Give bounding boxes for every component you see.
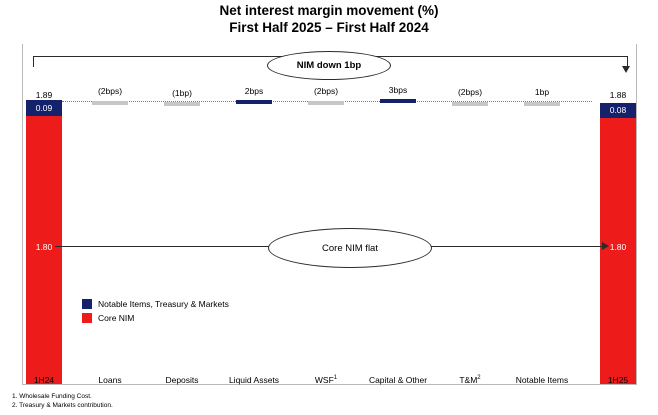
- axis-label-wsf-footnote-marker: 1: [333, 375, 338, 382]
- axis-label-tm: [430, 375, 510, 385]
- step-bar-liquid-assets: [236, 100, 272, 104]
- legend-swatch-navy-icon: [82, 299, 92, 309]
- axis-label-tm-footnote-marker: 2: [477, 375, 481, 382]
- axis-label-wsf-text: WSF: [314, 375, 334, 385]
- chart-title-line1: Net interest margin movement (%): [219, 3, 439, 18]
- axis-label-deposits: Deposits: [165, 375, 199, 385]
- step-bar-notable-items: [524, 102, 560, 106]
- bar-1h24-core-value: 1.80: [35, 242, 53, 252]
- bar-1h25-core-value: 1.80: [609, 242, 627, 252]
- bar-1h25-notable-value: 0.08: [609, 105, 627, 115]
- footnotes: [12, 392, 113, 410]
- chart-title: [0, 2, 658, 36]
- axis-label-capital-other: Capital & Other: [368, 375, 428, 385]
- axis-label-notable-items: Notable Items: [515, 375, 569, 385]
- legend-label-notable: Notable Items, Treasury & Markets: [98, 299, 229, 309]
- bar-1h24-notable-value: 0.09: [35, 103, 53, 113]
- nim-change-arrowhead: [622, 66, 630, 73]
- axis-label-tm-text: T&M: [459, 375, 478, 385]
- step-bar-loans: [92, 101, 128, 105]
- legend: [82, 299, 229, 327]
- step-label-wsf: (2bps): [313, 86, 339, 96]
- total-1h25-label: 1.88: [609, 90, 627, 100]
- legend-swatch-red-icon: [82, 313, 92, 323]
- chart-title-line2: First Half 2025 – First Half 2024: [229, 20, 429, 35]
- core-nim-callout: Core NIM flat: [268, 228, 432, 268]
- core-nim-arrowhead: [602, 242, 609, 250]
- axis-label-loans: Loans: [98, 375, 122, 385]
- footnote-2: 2. Treasury & Markets contribution.: [12, 402, 113, 409]
- step-bar-wsf: [308, 101, 344, 105]
- step-bar-deposits: [164, 102, 200, 106]
- step-label-tm: (2bps): [457, 87, 483, 97]
- axis-label-liquid-assets: Liquid Assets: [228, 375, 280, 385]
- step-label-liquid-assets: 2bps: [244, 86, 264, 96]
- axis-label-1h25: 1H25: [607, 375, 629, 385]
- axis-label-wsf: [286, 375, 366, 385]
- legend-item-notable: [82, 299, 229, 309]
- step-label-deposits: (1bp): [172, 88, 192, 98]
- legend-item-core-nim: [82, 313, 229, 323]
- nim-down-callout: NIM down 1bp: [267, 51, 391, 80]
- axis-label-1h24: 1H24: [33, 375, 55, 385]
- step-bar-tm: [452, 102, 488, 106]
- footnote-1: 1. Wholesale Funding Cost.: [12, 393, 92, 400]
- step-label-notable-items: 1bp: [534, 87, 550, 97]
- step-label-loans: (2bps): [97, 86, 123, 96]
- step-label-capital-other: 3bps: [388, 85, 408, 95]
- total-1h24-label: 1.89: [35, 90, 53, 100]
- legend-label-core-nim: Core NIM: [98, 313, 135, 323]
- step-bar-capital-other: [380, 99, 416, 103]
